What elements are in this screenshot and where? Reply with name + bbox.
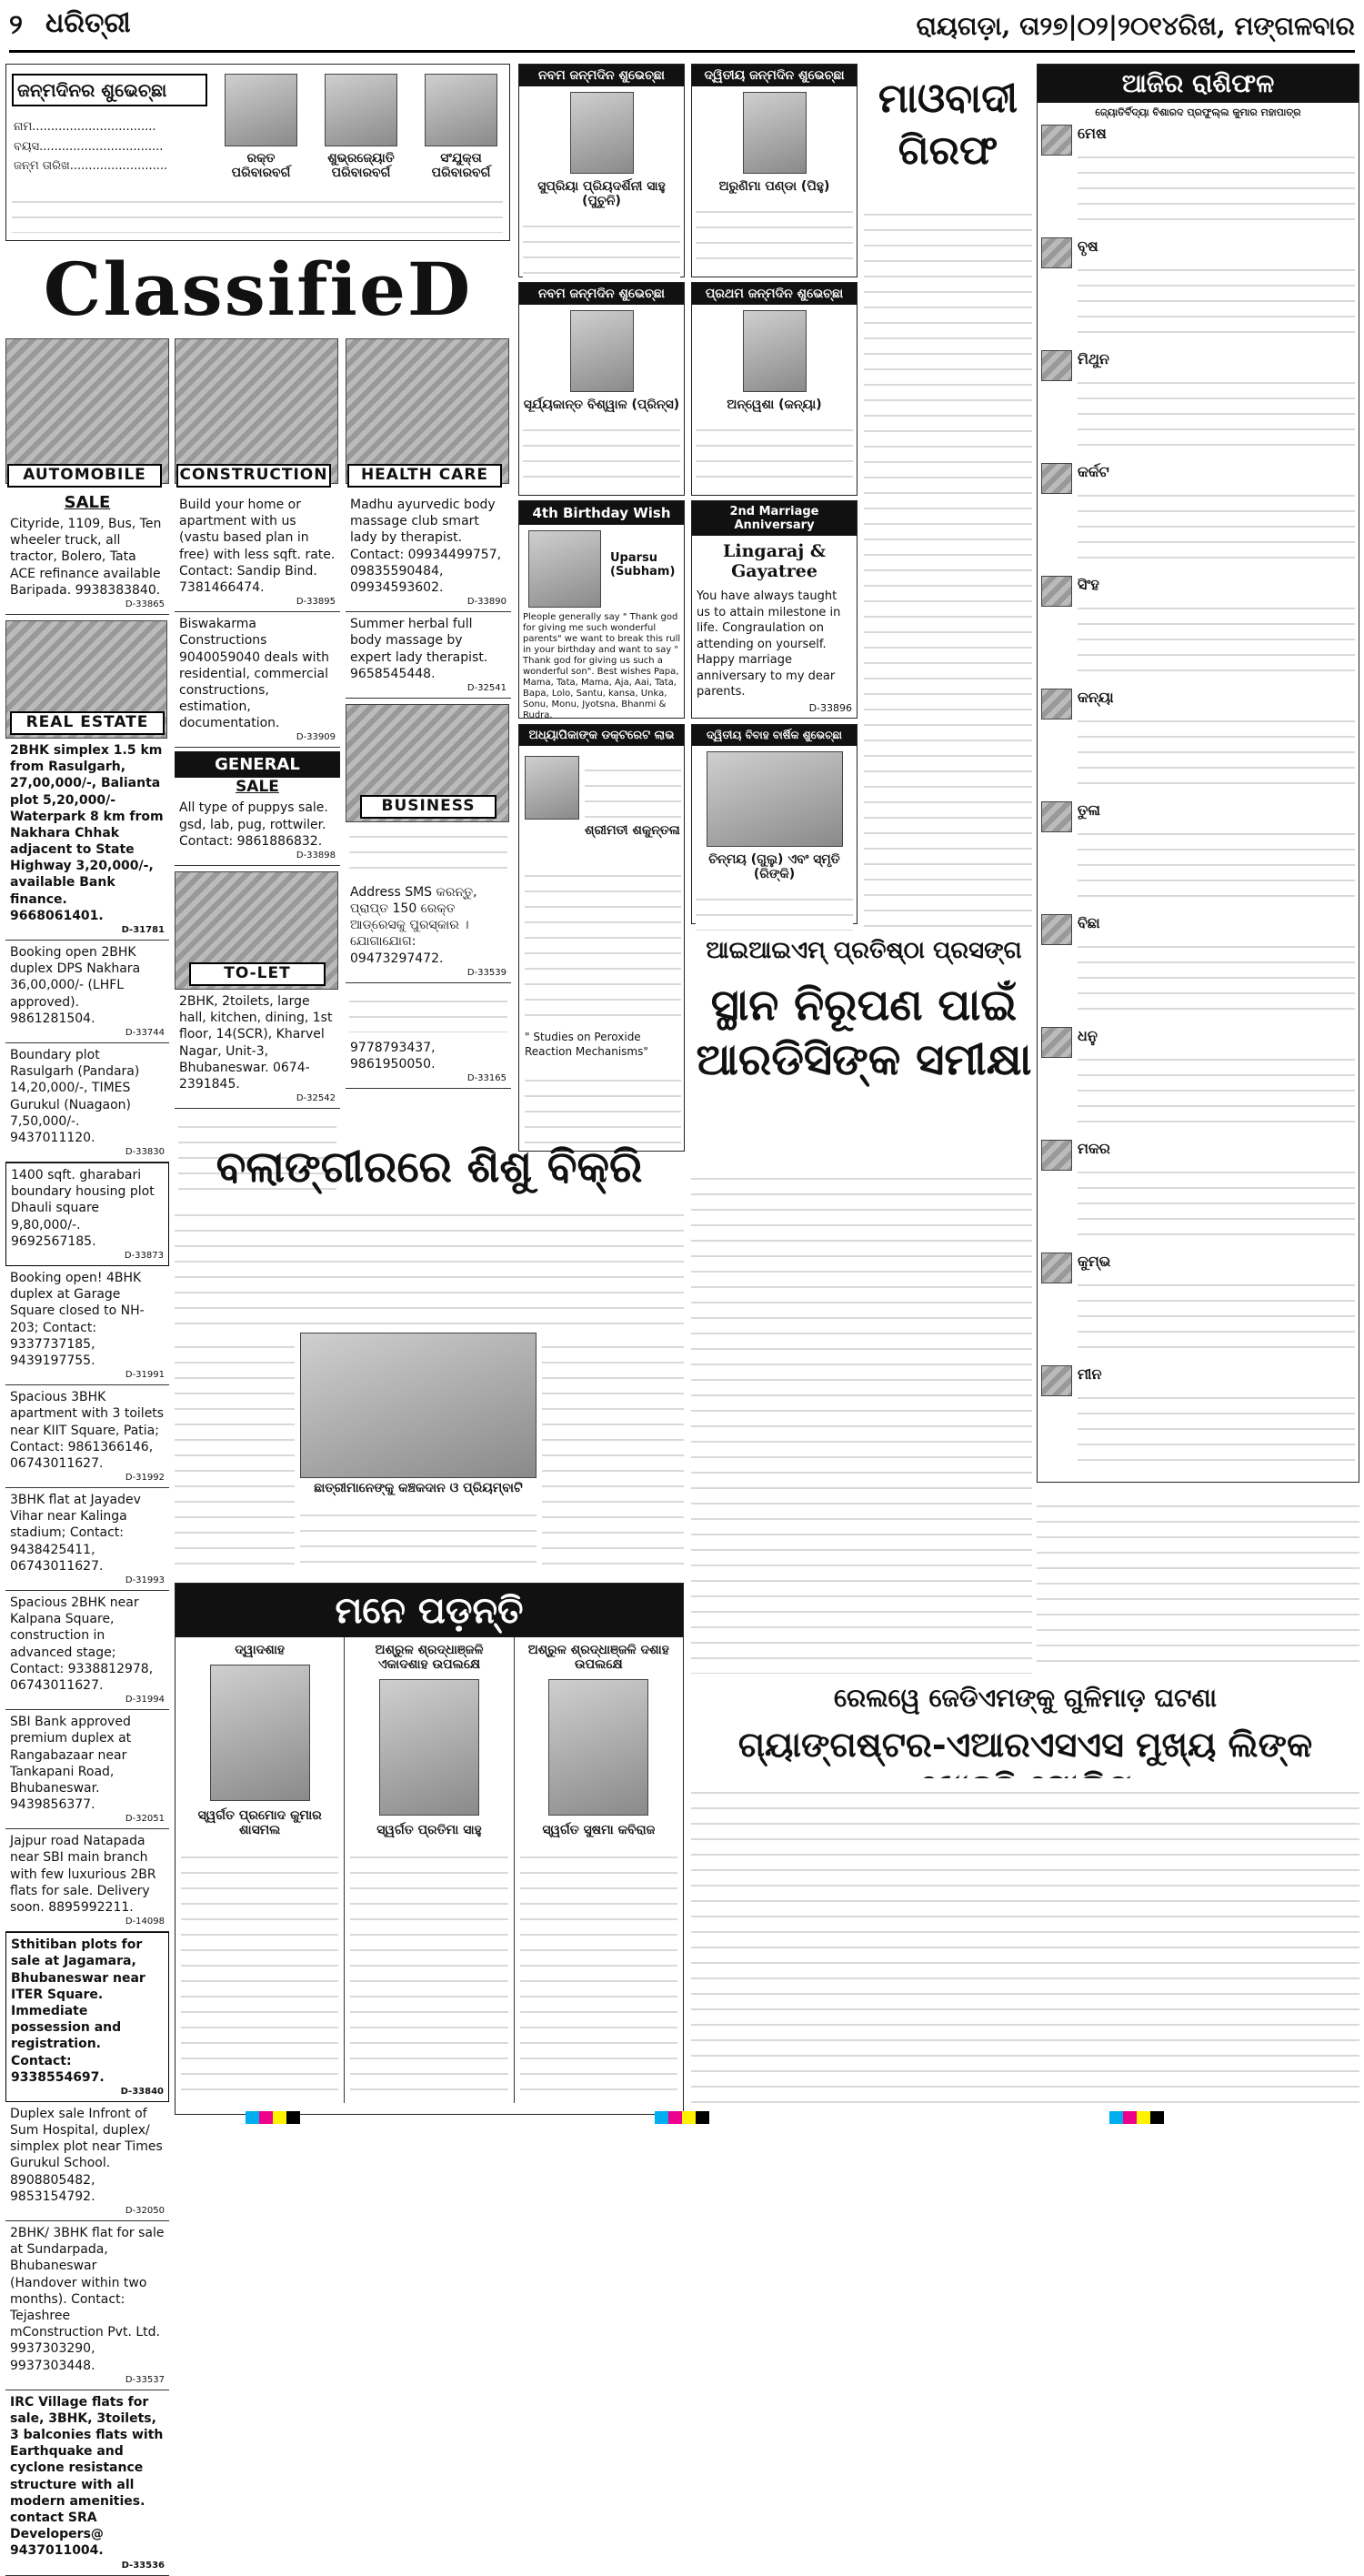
to-let-ad: 2BHK, 2toilets, large hall, kitchen, dining, 1st floor, 14(SCR), Kharvel Nagar, Unit-3, Bhubaneswar. 0674-2391845. D-32542: [175, 990, 340, 1109]
photo-caption-1: ରକ୍ତ ପରିବାରବର୍ଗ: [231, 151, 291, 180]
anniversary-code: D-33896: [808, 701, 852, 714]
anniversary-title: 2nd Marriage Anniversary: [692, 501, 857, 536]
obituary-section: [175, 1583, 684, 2115]
paper-logo: ଧରିତ୍ରୀ: [45, 7, 131, 39]
marriage-anniversary: [691, 500, 858, 719]
zodiac-icon: [1041, 125, 1072, 156]
automobile-image: [5, 338, 169, 484]
general-ad: All type of puppys sale. gsd, lab, pug, rottwiler. Contact: 9861886832. D-33898: [175, 796, 340, 866]
birthday-form: [5, 64, 510, 241]
real-estate-ad: Jajpur road Natapada near SBI main branch with few luxurious 2BR flats for sale. Delivery soon. 8895992211. D-14098: [5, 1829, 169, 1932]
zodiac-icon: [1041, 801, 1072, 832]
health-care-ad: Summer herbal full body massage by expert lady therapist. 9658545448. D-32541: [346, 612, 511, 699]
form-field-age: ବୟସ.................................: [14, 139, 164, 154]
greeting-name: ସୁପ୍ରିୟା ପ୍ରିୟଦର୍ଶିନୀ ସାହୁ (ପୁଚୁନି): [537, 179, 666, 208]
doctorate-news: [518, 724, 685, 1152]
obituary-card: [176, 1637, 345, 2103]
anniversary-text: You have always taught us to attain milestone in life. Congraulation on attending on yourself. Happy marriage anniversary to my dear parents.: [697, 589, 841, 699]
horoscope-text: [1078, 932, 1355, 1023]
bolangir-article: [542, 1333, 684, 1574]
horoscope-text: [1078, 143, 1355, 234]
greeting-card-1: [518, 64, 685, 277]
doctorate-photo: [525, 756, 579, 820]
greeting-name: ସୂର୍ଯ୍ୟକାନ୍ତ ବିଶ୍ୱାଳ (ପ୍ରିନ୍ସ): [523, 397, 680, 412]
wedding-names: ଚିନ୍ମୟ (ଗୁଲୁ) ଏବଂ ସ୍ମୃତି (ରିଙ୍କି): [708, 852, 840, 881]
dateline: ରାୟଗଡ଼ା, ତା୨୭|୦୨|୨୦୧୪ରିଖ, ମଙ୍ଗଳବାର: [916, 11, 1355, 41]
horoscope-sign: କନ୍ୟା: [1041, 689, 1355, 798]
greeting-photo: [570, 310, 634, 392]
child-photo-1: [225, 74, 297, 146]
zodiac-icon: [1041, 914, 1072, 945]
doctorate-thesis: " Studies on Peroxide Reaction Mechanisms": [525, 1031, 648, 1059]
horoscope-text: [1078, 594, 1355, 685]
photo-caption-2: ଶୁଭ୍ରଜ୍ୟୋତି ପରିବାରବର୍ଗ: [327, 151, 395, 180]
greeting-title: ନବମ ଜନ୍ମଦିନ ଶୁଭେଚ୍ଛା: [519, 283, 684, 305]
real-estate-ad: 2BHK simplex 1.5 km from Rasulgarh, 27,00,000/-, Balianta plot 5,20,000/- Waterpark 8 km from Nakhara Chhak adjacent to State Highway 3,20,000/-, available Bank finance. 9668061401. D-31781: [5, 739, 169, 941]
anniversary-names: Lingaraj & Gayatree: [723, 541, 826, 581]
real-estate-ad: 3BHK flat at Jayadev Vihar near Kalinga stadium; Contact: 9438425411, 06743011627. D-31993: [5, 1488, 169, 1591]
bolangir-headline: ବଲାଙ୍ଗୀରରେ ଶିଶୁ ବିକ୍ରି: [216, 1142, 643, 1192]
zodiac-icon: [1041, 350, 1072, 381]
horoscope-text: [1078, 1158, 1355, 1249]
classified-column-3: [346, 493, 511, 1130]
business-ad: 9778793437, 9861950050. D-33165: [346, 1036, 511, 1089]
general-heading: GENERAL: [175, 751, 340, 778]
zodiac-icon: [1041, 237, 1072, 268]
horoscope-sign: ମେଷ: [1041, 125, 1355, 234]
fourth-birthday-title: 4th Birthday Wish: [519, 501, 684, 525]
horoscope-byline: ଜ୍ୟୋତିର୍ବିଦ୍ୟା ବିଶାରଦ ପ୍ରଫୁଲ୍ଲ କୁମାର ମହାପାତ୍ର: [1095, 106, 1301, 118]
obituary-text: [350, 1843, 507, 2098]
horoscope-text: [1078, 707, 1355, 798]
railway-article: [691, 1778, 1359, 2115]
real-estate-ad: IRC Village flats for sale, 3BHK, 3toilets, 3 balconies flats with Earthquake and cyclone resistance structure with all modern amenities. contact SRA Developers@ 9437011004. D-33536: [5, 2390, 169, 2576]
doctorate-text: [585, 756, 681, 820]
obituary-kicker: ଅଶ୍ରୁଳ ଶ୍ରଦ୍ଧାଞ୍ଜଳି ଦଶାହ ଉପଲକ୍ଷେ: [527, 1643, 669, 1672]
obituary-photo: [379, 1679, 479, 1816]
child-photo-2: [325, 74, 397, 146]
greeting-text: [523, 212, 680, 280]
greeting-card-2: [691, 64, 858, 277]
birthday-form-fields: [14, 119, 209, 175]
greeting-text: [523, 416, 680, 484]
registration-mark: [1109, 2111, 1164, 2124]
child-photo-3: [425, 74, 497, 146]
real-estate-label: REAL ESTATE: [10, 711, 165, 735]
real-estate-ad: Spacious 3BHK apartment with 3 toilets near KIIT Square, Patia; Contact: 9861366146, 06743011627. D-31992: [5, 1385, 169, 1488]
doctorate-text: [525, 1066, 681, 1143]
greeting-name: ଅନ୍ୱେଶା (କନ୍ୟା): [727, 397, 822, 412]
health-care-label: HEALTH CARE: [347, 464, 502, 488]
greeting-title: ଦ୍ୱିତୀୟ ଜନ୍ମଦିନ ଶୁଭେଚ୍ଛା: [692, 65, 857, 86]
maoist-headline: ମାଓବାଦୀ ଗିରଫ: [878, 75, 1018, 175]
zodiac-icon: [1041, 1140, 1072, 1171]
oriya-ad-text: [349, 822, 507, 877]
oriya-ad-text: [349, 987, 507, 1032]
doctorate-highlight: ଶ୍ରୀମତୀ ଶକୁନ୍ତଳା: [585, 823, 680, 838]
photo-caption-3: ସଂଯୁକ୍ତା ପରିବାରବର୍ଗ: [431, 151, 491, 180]
maoist-article: [864, 200, 1032, 928]
bolangir-photo-caption: ଛାତ୍ରୀମାନେଙ୍କୁ କଞ୍ଚକଦାନ ଓ ପ୍ରିୟମ୍ବାଟି: [314, 1481, 523, 1495]
registration-mark: [246, 2111, 300, 2124]
obituary-kicker: ଅଶ୍ରୁଳ ଶ୍ରଦ୍ଧାଞ୍ଜଳି ଏକାଦଶାହ ଉପଲକ୍ଷେ: [375, 1643, 484, 1672]
form-instructions: [12, 187, 503, 233]
iim-headline: ସ୍ଥାନ ନିରୂପଣ ପାଇଁ ଆରଡିସିଙ୍କ ସମୀକ୍ଷା: [696, 980, 1032, 1085]
birthday-form-title: ଜନ୍ମଦିନର ଶୁଭେଚ୍ଛା: [12, 74, 207, 106]
horoscope-section: [1037, 64, 1359, 1483]
greeting-card-4: [691, 282, 858, 496]
real-estate-ad: Spacious 2BHK near Kalpana Square, construction in advanced stage; Contact: 9338812978, 06743011627. D-31994: [5, 1591, 169, 1710]
general-sale-heading: SALE: [236, 778, 279, 797]
greeting-text: [696, 197, 853, 266]
greeting-title: ପ୍ରଥମ ଜନ୍ମଦିନ ଶୁଭେଚ୍ଛା: [692, 283, 857, 305]
obituary-title: ମନେ ପଡ଼ନ୍ତି: [176, 1584, 683, 1637]
wedding-anniversary: [691, 724, 858, 924]
horoscope-text: [1078, 820, 1355, 911]
classified-banner: ClassifieD: [43, 247, 473, 332]
horoscope-sign: ସିଂହ: [1041, 576, 1355, 685]
zodiac-icon: [1041, 576, 1072, 607]
real-estate-ad: Booking open! 4BHK duplex at Garage Square closed to NH-203; Contact: 9337737185, 9439197755. D-31991: [5, 1266, 169, 1385]
masthead: [9, 5, 1355, 53]
business-ad: Address SMS କରନ୍ତୁ, ପ୍ରାପ୍ତ 150 ରେକ୍ତ ଆଡ୍ରେସକୁ ପୁରସ୍କାର । ଯୋଗାଯୋଗ: 09473297472. D-33539: [346, 880, 511, 983]
horoscope-text: [1078, 256, 1355, 347]
real-estate-ad: Duplex sale Infront of Sum Hospital, duplex/ simplex plot near Times Gurukul School. 8908805482, 9853154792. D-32050: [5, 2102, 169, 2221]
obituary-photo: [210, 1665, 310, 1801]
automobile-label: AUTOMOBILE: [7, 464, 162, 488]
zodiac-icon: [1041, 1253, 1072, 1283]
zodiac-icon: [1041, 1365, 1072, 1396]
railway-headline: ଗ୍ୟାଙ୍ଗଷ୍ଟର-ଏଆରଏସଏସ ମୁଖ୍ୟ ଲିଙ୍କ: [737, 1724, 1313, 1765]
bolangir-article: [175, 1201, 684, 1328]
horoscope-sign: ମକର: [1041, 1140, 1355, 1249]
bolangir-article: [175, 1333, 295, 1574]
bolangir-photo: [300, 1333, 537, 1478]
obituary-text: [520, 1843, 677, 2098]
horoscope-sign: ବୃଷ: [1041, 237, 1355, 347]
horoscope-title: ଆଜିର ରାଶିଫଳ: [1038, 65, 1359, 103]
real-estate-ad: Sthitiban plots for sale at Jagamara, Bhubaneswar near ITER Square. Immediate possession and registration. Contact: 9338554697. D-33840: [5, 1932, 169, 2102]
obituary-name: ସ୍ୱର୍ଗତ ପ୍ରମୋଦ କୁମାର ଶାସମଲ: [197, 1808, 322, 1837]
horoscope-text: [1078, 1384, 1355, 1474]
real-estate-ad: SBI Bank approved premium duplex at Rangabazaar near Tankapani Road, Bhubaneswar. 9439856377. D-32051: [5, 1710, 169, 1829]
iim-article: [691, 1164, 1032, 1674]
railway-kicker: ରେଲୱେ ଜେଡିଏମଙ୍କୁ ଗୁଳିମାଡ଼ ଘଟଣା: [833, 1683, 1218, 1713]
birthday-child-photo: [528, 530, 601, 608]
construction-label: CONSTRUCTION: [176, 464, 331, 488]
wedding-photo: [707, 751, 843, 847]
birthday-wish-text: Pleople generally say " Thank god for giving me such wonderful parents" we want to break this rull in your birthday and want to say " Thank god for giving us such a wonderful son". Best wishes Papa, Mama, Tata, Mama, Aja, Aai, Tata, Bapa, Lolo, Santu, kansa, Unka, Sonu, Monu, Jyotsna, Bhanmi & Rudra.: [523, 612, 681, 720]
fourth-birthday-wish: [518, 500, 685, 719]
sale-heading: SALE: [64, 493, 111, 512]
construction-ad: Build your home or apartment with us (vastu based plan in free) with less sqft. rate. Contact: Sandip Bind. 7381466474. D-33895: [175, 493, 340, 612]
form-field-name: ନାମ.................................: [14, 120, 156, 134]
obituary-card: [345, 1637, 514, 2103]
real-estate-ad: Booking open 2BHK duplex DPS Nakhara 36,00,000/- (LHFL approved). 9861281504. D-33744: [5, 941, 169, 1043]
greeting-text: [696, 416, 853, 484]
horoscope-sign: ମିଥୁନ: [1041, 350, 1355, 459]
doctorate-title: ଅଧ୍ୟାପିକାଙ୍କ ଡକ୍ଟରେଟ ଲାଭ: [519, 725, 684, 746]
business-label: BUSINESS: [360, 795, 496, 819]
real-estate-ad: Boundary plot Rasulgarh (Pandara) 14,20,000/-, TIMES Gurukul (Nuagaon) 7,50,000/-. 9437011120. D-33830: [5, 1043, 169, 1162]
horoscope-text: [1078, 1271, 1355, 1362]
obituary-kicker: ଦ୍ୱାଦଶାହ: [235, 1643, 286, 1657]
obituary-name: ସ୍ୱର୍ଗତ ପ୍ରତିମା ସାହୁ: [376, 1823, 482, 1837]
form-field-dob: ଜନ୍ମ ତାରିଖ..........................: [14, 159, 168, 174]
greeting-photo: [570, 92, 634, 174]
horoscope-text: [1078, 368, 1355, 459]
classified-column-2: [175, 493, 340, 1130]
horoscope-text: [1078, 1045, 1355, 1136]
construction-image: [175, 338, 338, 484]
obituary-name: ସ୍ୱର୍ଗତ ସୁଷମା କବିରାଜ: [542, 1823, 656, 1837]
automobile-ad: Cityride, 1109, Bus, Ten wheeler truck, all tractor, Bolero, Tata ACE refinance available Baripada. 9938383840. D-33865: [5, 512, 169, 615]
horoscope-sign: ମୀନ: [1041, 1365, 1355, 1474]
obituary-cards: [176, 1637, 683, 2103]
health-care-ad: Madhu ayurvedic body massage club smart lady by therapist. Contact: 09934499757, 09835590484, 09934593602. D-33890: [346, 493, 511, 612]
greeting-card-3: [518, 282, 685, 496]
birthday-child-name: Uparsu (Subham): [610, 551, 676, 579]
registration-mark: [655, 2111, 709, 2124]
greeting-name: ଅରୁଣିମା ପଣ୍ଡା (ପିହୁ): [718, 179, 830, 194]
horoscope-sign: ଧନୁ: [1041, 1027, 1355, 1136]
zodiac-icon: [1041, 463, 1072, 494]
greeting-title: ନବମ ଜନ୍ମଦିନ ଶୁଭେଚ୍ଛା: [519, 65, 684, 86]
horoscope-sign: କର୍କଟ: [1041, 463, 1355, 572]
horoscope-list: [1038, 123, 1359, 1480]
real-estate-ad: 1400 sqft. gharabari boundary housing plot Dhauli square 9,80,000/-. 9692567185. D-33873: [5, 1162, 169, 1266]
doctorate-text: [525, 861, 681, 1025]
construction-ad: Biswakarma Constructions 9040059040 deals with residential, commercial constructions, estimation, documentation. D-33909: [175, 612, 340, 748]
zodiac-icon: [1041, 1027, 1072, 1058]
iim-article-right: [1037, 1492, 1359, 1674]
wedding-title: ଦ୍ୱିତୀୟ ବିବାହ ବାର୍ଷିକ ଶୁଭେଚ୍ଛା: [692, 725, 857, 746]
wedding-text: [696, 885, 853, 931]
iim-kicker: ଆଇଆଇଏମ୍ ପ୍ରତିଷ୍ଠା ପ୍ରସଙ୍ଗ: [706, 937, 1022, 964]
health-care-image: [346, 338, 509, 484]
to-let-label: TO-LET: [189, 962, 326, 986]
bolangir-article: [300, 1501, 537, 1574]
obituary-text: [181, 1843, 338, 2098]
classified-column-1: [5, 493, 169, 2571]
greeting-photo: [743, 92, 807, 174]
page-number: ୨: [9, 9, 23, 41]
obituary-photo: [548, 1679, 648, 1816]
greeting-photo: [743, 310, 807, 392]
horoscope-sign: କୁମ୍ଭ: [1041, 1253, 1355, 1362]
horoscope-sign: ତୁଳା: [1041, 801, 1355, 911]
horoscope-text: [1078, 481, 1355, 572]
obituary-card: [515, 1637, 683, 2103]
horoscope-sign: ବିଛା: [1041, 914, 1355, 1023]
zodiac-icon: [1041, 689, 1072, 719]
real-estate-ad: 2BHK/ 3BHK flat for sale at Sundarpada, Bhubaneswar (Handover within two months). Contact: Tejashree mConstruction Pvt. Ltd. 9937303290, 9937303448. D-33537: [5, 2221, 169, 2390]
